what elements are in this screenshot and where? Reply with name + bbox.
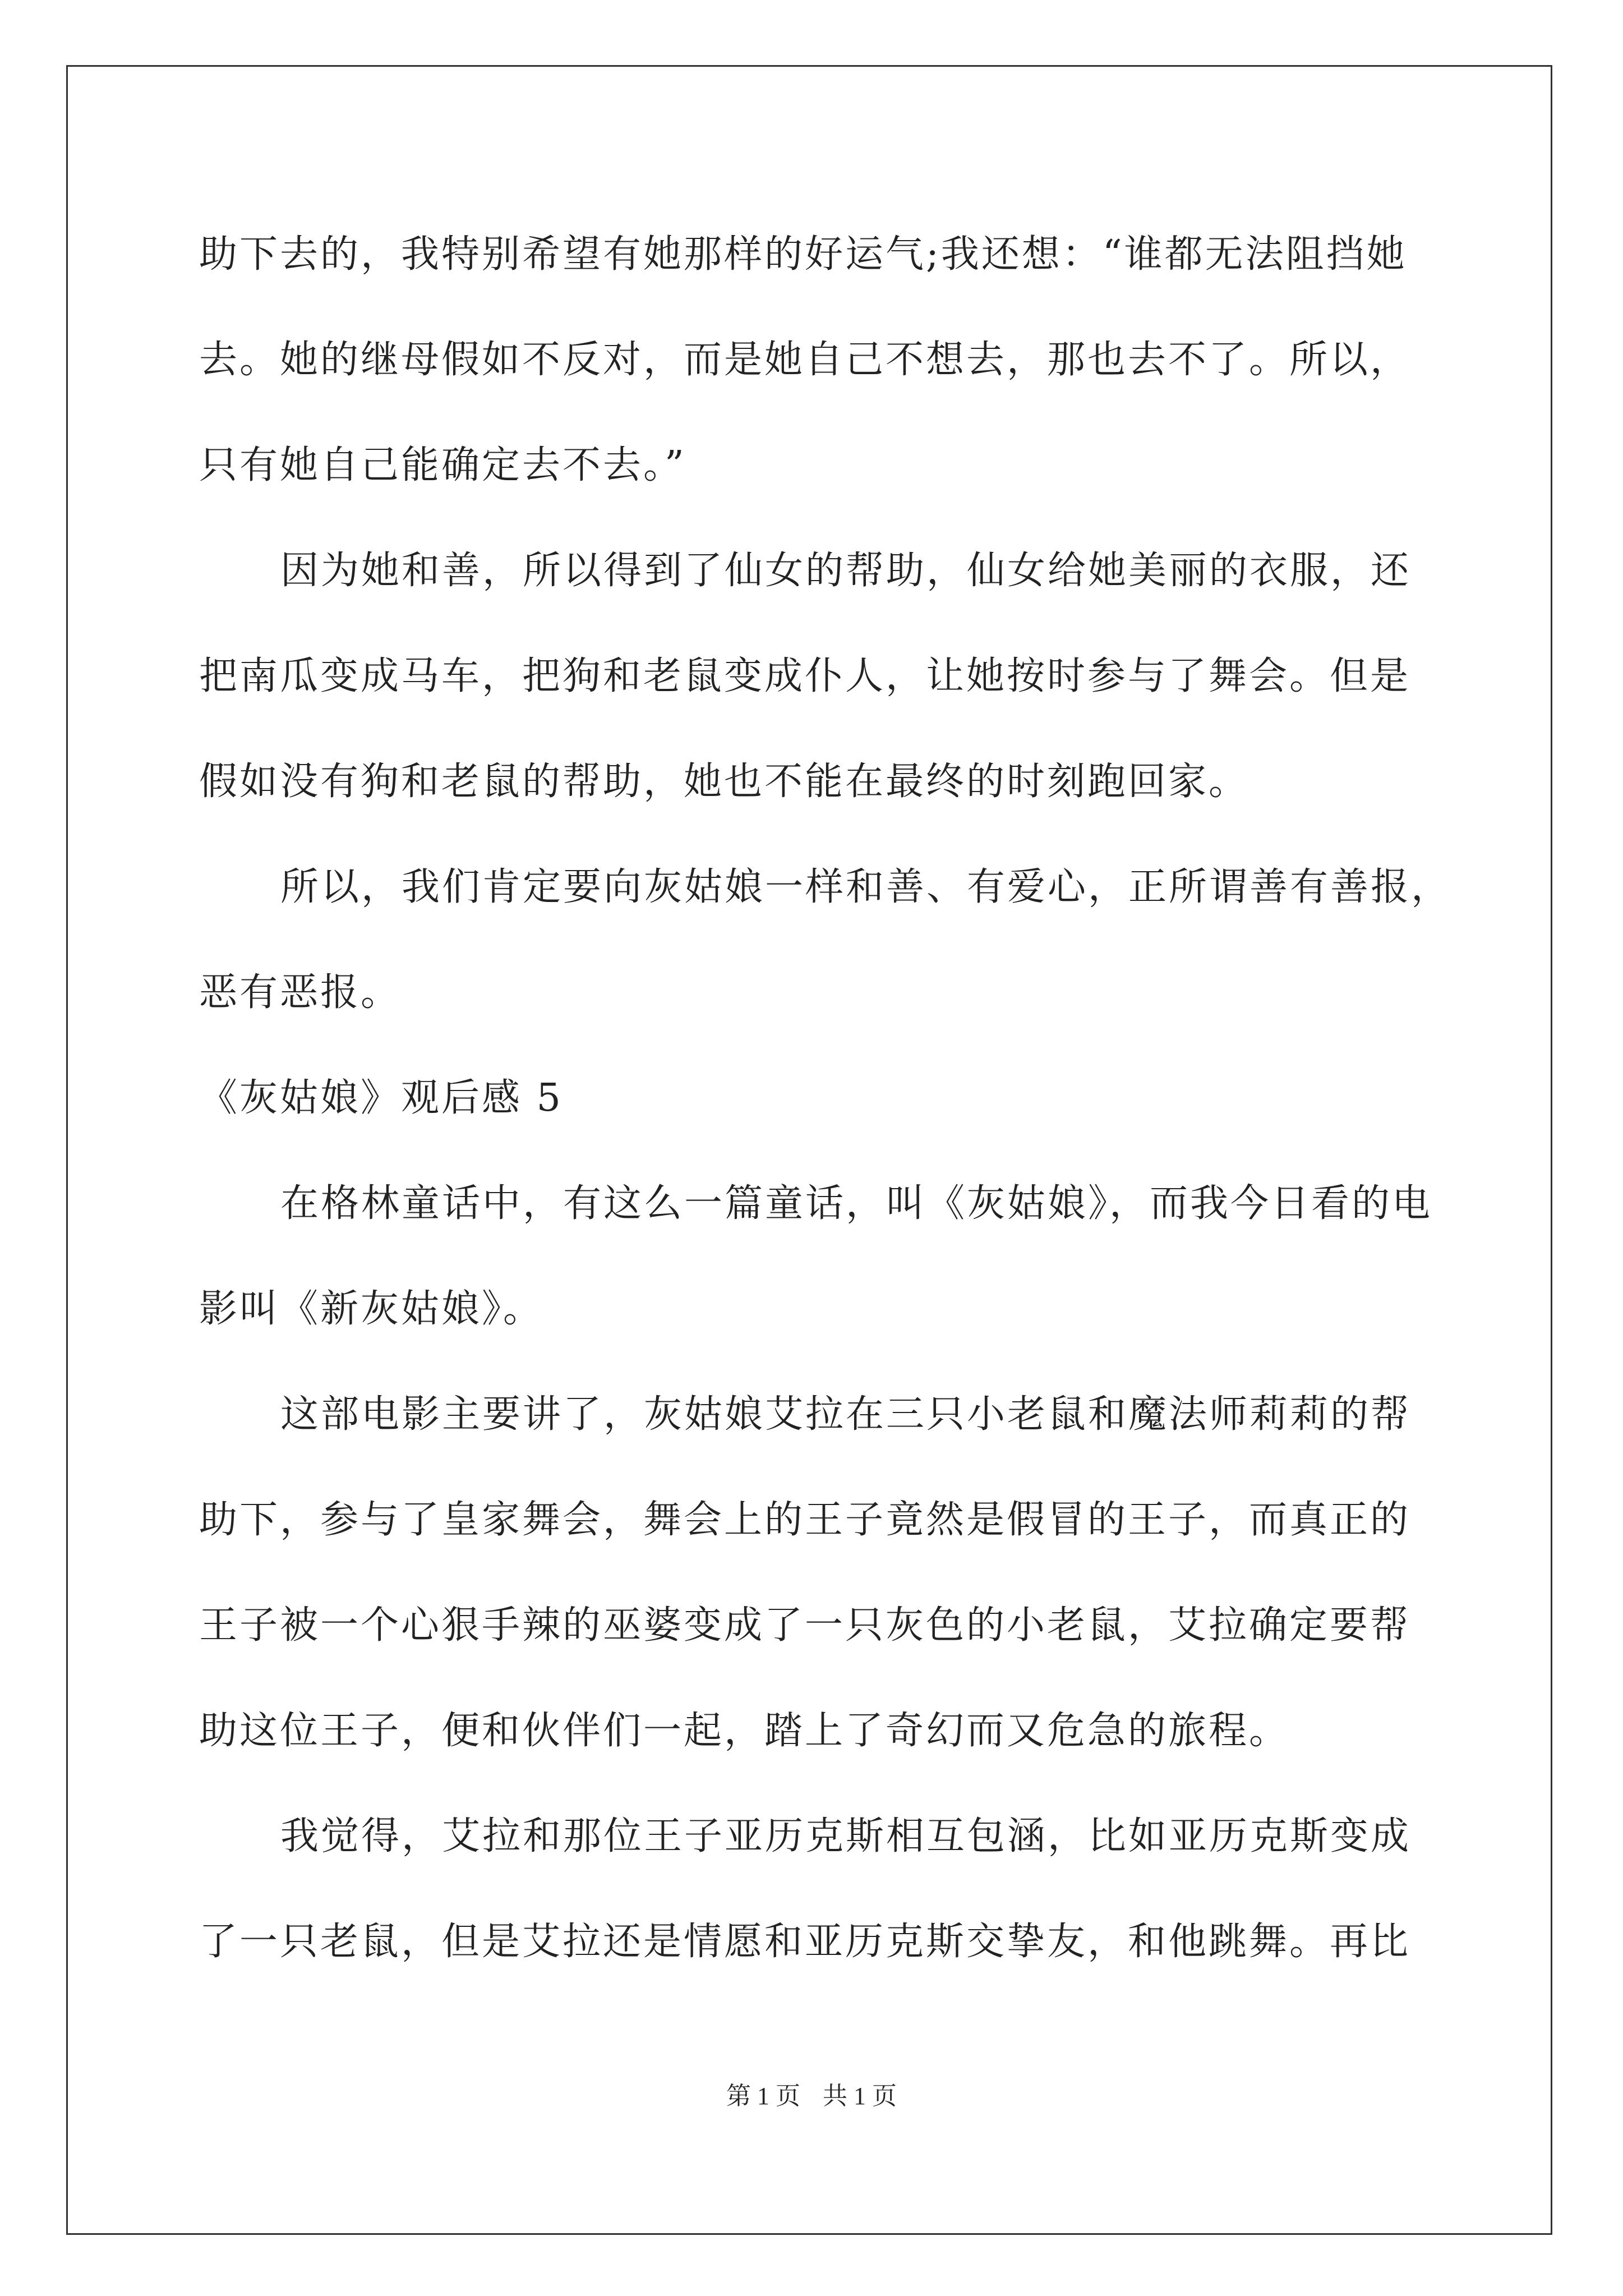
text-line: 假如没有狗和老鼠的帮助，她也不能在最终的时刻跑回家。: [199, 760, 1249, 804]
paragraph-start-line: 在格林童话中，有这么一篇童话，叫《灰姑娘》，而我今日看的电: [280, 1181, 1433, 1226]
section-heading: 《灰姑娘》观后感 5: [199, 1076, 563, 1120]
text-line: 助这位王子，便和伙伴们一起，踏上了奇幻而又危急的旅程。: [199, 1709, 1290, 1753]
text-line: 去。她的继母假如不反对，而是她自己不想去，那也去不了。所以，: [199, 338, 1411, 382]
page-total: 共 1 页: [823, 2082, 897, 2110]
document-body: [199, 202, 1452, 1995]
text-line: 把南瓜变成马车，把狗和老鼠变成仆人，让她按时参与了舞会。但是: [199, 654, 1411, 698]
text-line: 影叫《新灰姑娘》。: [199, 1287, 544, 1331]
text-line: 了一只老鼠，但是艾拉还是情愿和亚历克斯交挚友，和他跳舞。再比: [199, 1920, 1411, 1964]
page-footer: [0, 2076, 1623, 2111]
paragraph-start-line: 我觉得，艾拉和那位王子亚历克斯相互包涵，比如亚历克斯变成: [280, 1814, 1412, 1858]
text-line: 只有她自己能确定去不去。”: [199, 443, 686, 487]
page-number: 第 1 页: [726, 2082, 800, 2110]
paragraph-start-line: 所以，我们肯定要向灰姑娘一样和善、有爱心，正所谓善有善报，: [280, 865, 1452, 909]
paragraph-start-line: 因为她和善，所以得到了仙女的帮助，仙女给她美丽的衣服，还: [280, 549, 1412, 593]
text-line: 恶有恶报。: [199, 970, 402, 1015]
text-line: 助下，参与了皇家舞会，舞会上的王子竟然是假冒的王子，而真正的: [199, 1498, 1411, 1542]
text-line: 助下去的，我特别希望有她那样的好运气;我还想：“谁都无法阻挡她: [199, 232, 1407, 277]
text-line: 王子被一个心狠手辣的巫婆变成了一只灰色的小老鼠，艾拉确定要帮: [199, 1603, 1411, 1648]
paragraph-start-line: 这部电影主要讲了，灰姑娘艾拉在三只小老鼠和魔法师莉莉的帮: [280, 1392, 1412, 1437]
